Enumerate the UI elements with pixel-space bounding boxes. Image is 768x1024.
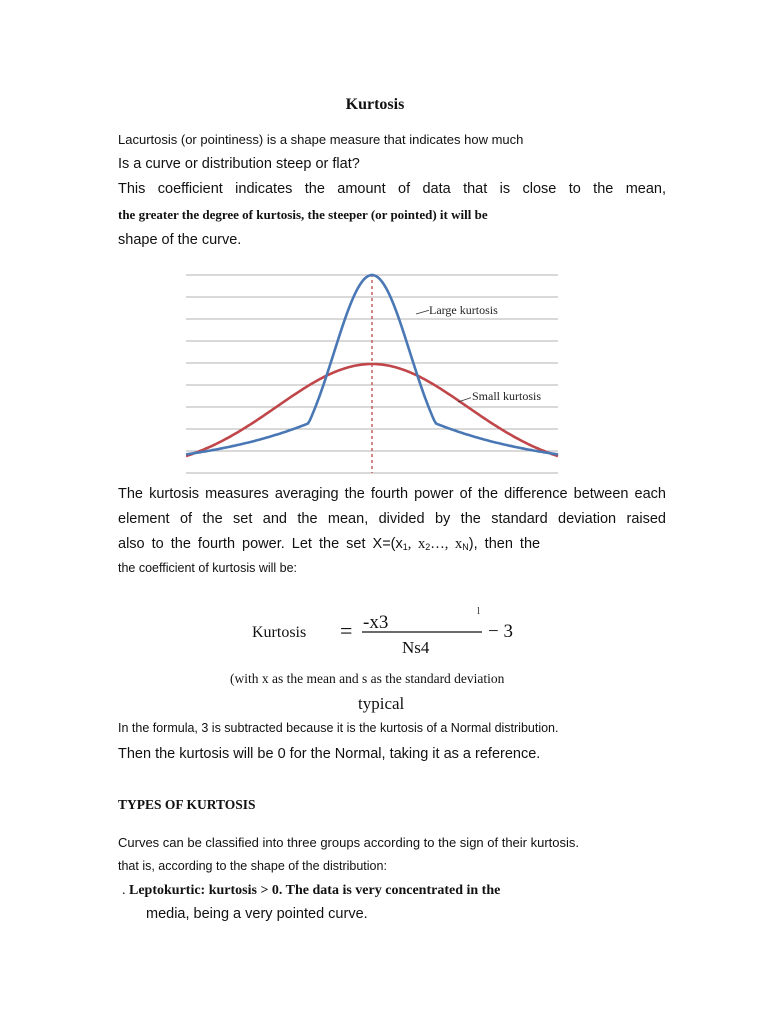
- kurtosis-figure: [186, 266, 561, 476]
- intro-line-2: Is a curve or distribution steep or flat?: [118, 156, 360, 172]
- after-line-1: In the formula, 3 is subtracted because it is the kurtosis of a Normal distribution.: [118, 721, 559, 735]
- formula-lhs: Kurtosis: [252, 624, 307, 641]
- types-item-bullet: .: [122, 883, 126, 898]
- large-kurtosis-label: Large kurtosis: [429, 303, 498, 317]
- types-item-1: . Leptokurtic: kurtosis > 0. The data is very concentrated in the: [122, 883, 501, 898]
- body-line-1: The kurtosis measures averaging the fourth power of the difference between each: [118, 486, 666, 502]
- formula-equals: =: [340, 618, 353, 643]
- body-line-3: also to the fourth power. Let the set $X=(x_1$, $x_2\dots$, $x_N$), then the: [118, 536, 541, 552]
- body-line-2: element of the set and the mean, divided by the standard deviation raised: [118, 511, 666, 527]
- body-line-4: the coefficient of kurtosis will be:: [118, 561, 298, 575]
- formula-denominator: Ns4: [402, 638, 430, 657]
- large-label-leader: [416, 310, 430, 314]
- intro-line-4: the greater the degree of kurtosis, the steeper (or pointed) it will be: [118, 207, 488, 222]
- intro-line-1: Lacurtosis (or pointiness) is a shape measure that indicates how much: [118, 132, 524, 147]
- intro-line-3: This coefficient indicates the amount of data that is close to the mean,: [118, 181, 666, 197]
- types-item-1-cont: media, being a very pointed curve.: [146, 906, 368, 922]
- after-line-2: Then the kurtosis will be 0 for the Normal, taking it as a reference.: [118, 746, 541, 762]
- types-line-2: that is, according to the shape of the distribution:: [118, 859, 387, 873]
- formula-note-2: typical: [358, 694, 405, 713]
- types-heading: TYPES OF KURTOSIS: [118, 797, 256, 812]
- small-label-leader: [458, 397, 473, 402]
- formula-numerator: -x3: [363, 612, 389, 633]
- page-title: Kurtosis: [345, 96, 405, 113]
- small-kurtosis-label: Small kurtosis: [472, 389, 542, 403]
- kurtosis-formula: [250, 605, 550, 665]
- formula-minus-three: − 3: [488, 621, 513, 642]
- formula-mark: l: [477, 605, 481, 617]
- formula-note-1: (with x as the mean and s as the standard deviation: [230, 671, 505, 686]
- intro-line-5: shape of the curve.: [118, 232, 242, 248]
- types-line-1: Curves can be classified into three groups according to the sign of their kurtosis.: [118, 835, 580, 850]
